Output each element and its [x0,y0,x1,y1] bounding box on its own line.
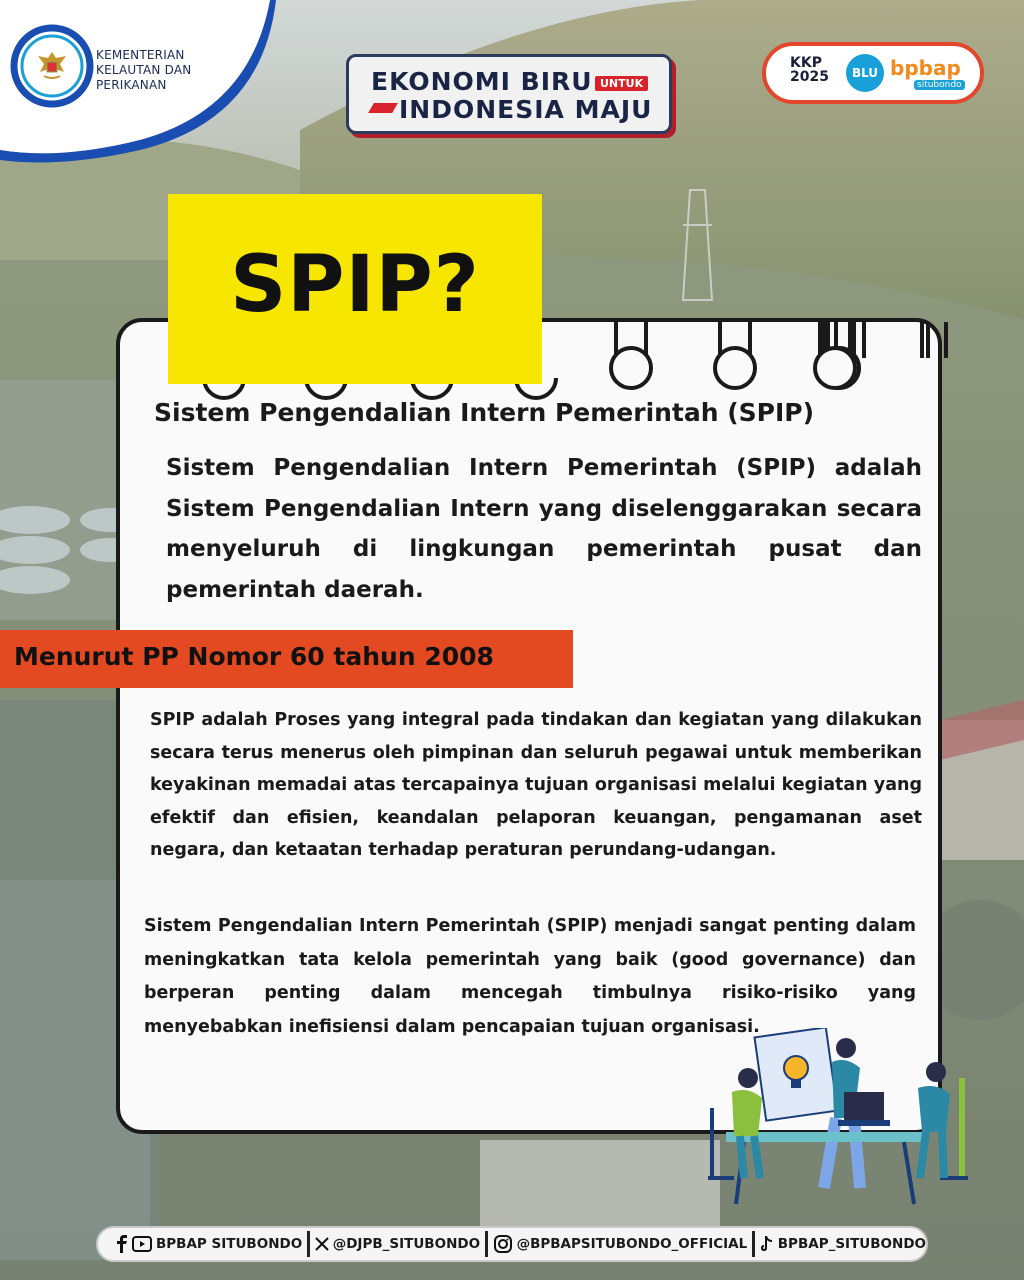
youtube-icon [132,1236,152,1252]
title-box [168,194,542,384]
ring-right-icon [920,318,960,398]
social-instagram[interactable] [493,1234,748,1254]
kkp-logo-year: 2025 [790,69,829,85]
campaign-line2: INDONESIA MAJU [399,95,653,124]
instagram-icon [493,1234,513,1254]
footer-divider [485,1231,488,1257]
social-footer [96,1226,928,1262]
facebook-icon [116,1235,128,1253]
campaign-line1: EKONOMI BIRU [371,67,593,96]
importance-paragraph: Sistem Pengendalian Intern Pemerintah (SPIP) menjadi sangat penting dalam meningkatkan tata kelola pemerintah yang baik (good governance) dan berperan penting dalam mencegah timbulnya risiko-risiko yang menyebabkan inefisiensi dalam pencapaian tujuan organisasi. [144,916,916,1037]
tiktok-icon [760,1235,774,1253]
blu-logo: BLU [846,54,884,92]
x-icon [315,1237,329,1251]
ministry-name [96,48,191,93]
definition-paragraph: Sistem Pengendalian Intern Pemerintah (SPIP) adalah Sistem Pengendalian Intern yang diselenggarakan secara menyeluruh di lingkungan pemerintah pusat dan pemerintah daerah. [166,455,922,603]
source-ribbon [0,630,573,688]
footer-divider [307,1231,310,1257]
ribbon-label: Menurut PP Nomor 60 tahun 2008 [14,642,494,671]
pp-definition-paragraph: SPIP adalah Proses yang integral pada tindakan dan kegiatan yang dilakukan secara terus menerus oleh pimpinan dan seluruh pegawai untuk memberikan keyakinan memadai atas tercapainya tujuan organisasi melalui kegiatan yang efektif dan efisien, keandalan pelaporan keuangan, pengamanan aset negara, dan ketaatan terhadap peraturan perundang-udangan. [150,710,922,860]
partner-logos [762,42,984,104]
ring-far-right-icon [800,318,880,398]
footer-divider [752,1231,755,1257]
social-x[interactable] [315,1236,480,1252]
team-meeting-illustration [704,1028,976,1206]
bpbap-logo-sub: situbondo [914,80,965,90]
facebook-youtube-handle: BPBAP SITUBONDO [156,1236,303,1252]
laptop-icon [838,1092,890,1126]
subtitle: Sistem Pengendalian Intern Pemerintah (SPIP) [154,398,815,427]
social-facebook-youtube[interactable] [116,1235,302,1253]
social-tiktok[interactable] [760,1235,926,1253]
garuda-emblem-icon [32,46,72,86]
kkp-logo-top: KKP [790,55,822,71]
instagram-handle: @BPBAPSITUBONDO_OFFICIAL [516,1236,748,1252]
x-handle: @DJPB_SITUBONDO [332,1236,481,1252]
tiktok-handle: BPBAP_SITUBONDO [777,1236,926,1252]
page-title: SPIP? [230,240,480,330]
ministry-line3: PERIKANAN [96,78,167,92]
ministry-line2: KELAUTAN DAN [96,63,192,77]
campaign-untuk: UNTUK [595,76,648,91]
flag-mark-icon [368,103,398,113]
kkp-2025-logo [790,56,829,84]
ministry-line1: KEMENTERIAN [96,48,185,62]
bpbap-logo: bpbap [890,56,961,80]
campaign-badge [346,54,672,134]
